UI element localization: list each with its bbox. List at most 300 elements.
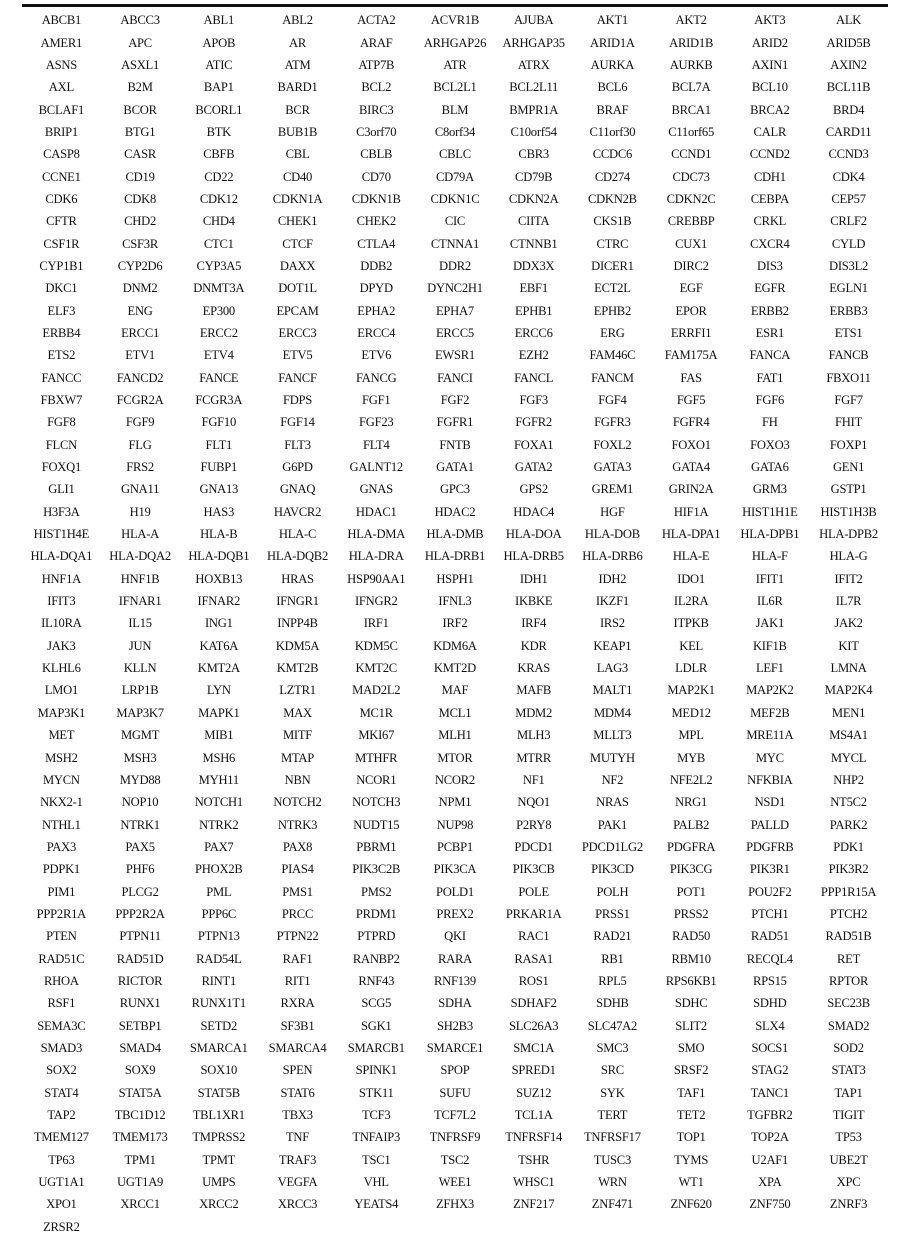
gene-table	[22, 4, 888, 1238]
gene-cell: GATA3	[593, 460, 632, 475]
gene-cell: HLA-F	[751, 549, 788, 564]
gene-cell: BCL2L11	[509, 80, 559, 95]
gene-cell: MAP2K2	[746, 683, 794, 698]
gene-cell: CCNE1	[42, 169, 81, 184]
gene-cell: SMC3	[596, 1040, 629, 1055]
gene-cell: PHOX2B	[195, 862, 243, 877]
gene-cell: SMC1A	[513, 1040, 555, 1055]
gene-cell: EPOR	[675, 303, 707, 318]
table-row	[22, 1059, 888, 1081]
gene-cell: PALLD	[750, 817, 789, 832]
gene-cell: RXRA	[280, 996, 315, 1011]
gene-cell: CDKN2A	[508, 191, 559, 206]
gene-cell: IKBKE	[515, 594, 553, 609]
gene-cell: CDC73	[672, 169, 710, 184]
gene-cell: GATA2	[514, 460, 553, 475]
gene-cell: CCND3	[828, 147, 869, 162]
gene-cell: EPHA7	[435, 303, 474, 318]
gene-cell: PRCC	[281, 906, 314, 921]
gene-cell: TRAF3	[278, 1152, 317, 1167]
gene-cell: H3F3A	[43, 504, 80, 519]
gene-cell: PPP1R15A	[820, 884, 877, 899]
table-row	[22, 679, 888, 701]
gene-cell: PDK1	[833, 839, 864, 854]
gene-cell: PBRM1	[356, 839, 397, 854]
gene-cell: ASXL1	[121, 57, 160, 72]
gene-cell: CCDC6	[592, 147, 633, 162]
gene-cell: POLD1	[435, 884, 474, 899]
gene-cell: ACVR1B	[430, 13, 480, 28]
gene-cell: RASA1	[514, 951, 553, 966]
table-row	[22, 635, 888, 657]
gene-cell: TMEM127	[33, 1130, 89, 1145]
gene-cell: NTHL1	[42, 817, 81, 832]
gene-cell: NF2	[601, 772, 624, 787]
gene-cell: NT5C2	[830, 795, 867, 810]
gene-cell: SPRED1	[511, 1063, 556, 1078]
gene-cell: MAF	[441, 683, 469, 698]
gene-cell: GNA13	[199, 482, 239, 497]
gene-cell: LMO1	[44, 683, 78, 698]
gene-cell: RAF1	[282, 951, 313, 966]
gene-cell: P2RY8	[516, 817, 552, 832]
table-row	[22, 501, 888, 523]
gene-cell: FDPS	[282, 393, 313, 408]
gene-cell: SPINK1	[355, 1063, 397, 1078]
gene-cell: MTHFR	[355, 750, 398, 765]
table-row	[22, 657, 888, 679]
gene-cell: GNAS	[359, 482, 393, 497]
gene-cell: SEC23B	[827, 996, 870, 1011]
gene-cell: LEF1	[755, 661, 784, 676]
gene-cell: SUFU	[439, 1085, 471, 1100]
gene-cell: PDCD1LG2	[581, 839, 643, 854]
gene-cell: GRM3	[752, 482, 787, 497]
gene-cell: FOXA1	[514, 437, 554, 452]
gene-cell: TAF1	[677, 1085, 706, 1100]
gene-cell: IL7R	[835, 594, 862, 609]
gene-cell: IFNL3	[438, 594, 472, 609]
gene-cell: CDK6	[45, 191, 78, 206]
gene-cell: CCND1	[671, 147, 712, 162]
gene-cell: PRDM1	[355, 906, 397, 921]
gene-cell: TBX3	[282, 1108, 313, 1123]
gene-cell: SEMA3C	[37, 1018, 86, 1033]
gene-cell: TGFBR2	[747, 1108, 793, 1123]
gene-cell: HLA-DQB1	[188, 549, 250, 564]
gene-cell: AKT3	[754, 13, 786, 28]
gene-cell: GATA1	[436, 460, 474, 475]
gene-cell: HAVCR2	[273, 504, 322, 519]
gene-cell: TAP1	[834, 1085, 863, 1100]
gene-cell: AKT2	[675, 13, 707, 28]
gene-cell: PRSS1	[595, 906, 630, 921]
gene-cell: AR	[289, 35, 307, 50]
gene-cell: TANC1	[750, 1085, 789, 1100]
gene-cell: NCOR1	[356, 772, 397, 787]
gene-cell: FLCN	[45, 437, 77, 452]
gene-cell: ETV1	[125, 348, 155, 363]
gene-cell: IFIT1	[755, 571, 784, 586]
table-row	[22, 858, 888, 880]
gene-cell: MAD2L2	[352, 683, 401, 698]
gene-cell: ERCC1	[121, 325, 160, 340]
gene-cell: WEE1	[438, 1175, 472, 1190]
gene-cell: PIK3R1	[749, 862, 790, 877]
gene-cell: NTRK2	[199, 817, 239, 832]
gene-cell: ERBB4	[42, 325, 81, 340]
gene-cell: CD79A	[435, 169, 474, 184]
gene-cell: HLA-DPB1	[740, 527, 800, 542]
gene-cell: KEAP1	[593, 638, 632, 653]
gene-cell: MC1R	[359, 705, 393, 720]
gene-cell: UGT1A9	[117, 1175, 164, 1190]
gene-cell: HLA-G	[829, 549, 868, 564]
gene-cell: WT1	[678, 1175, 704, 1190]
gene-cell: NF1	[522, 772, 545, 787]
table-row	[22, 478, 888, 500]
table-row	[22, 791, 888, 813]
table-row	[22, 1104, 888, 1126]
gene-cell: TPMT	[202, 1152, 236, 1167]
gene-cell: SDHC	[674, 996, 708, 1011]
gene-cell: TMPRSS2	[192, 1130, 246, 1145]
gene-cell: AMER1	[40, 35, 83, 50]
gene-cell: RAD51B	[825, 929, 872, 944]
gene-cell: BCR	[285, 102, 310, 117]
table-row	[22, 568, 888, 590]
gene-cell: EP300	[202, 303, 235, 318]
gene-cell: TIGIT	[832, 1108, 865, 1123]
gene-cell: PAX3	[46, 839, 77, 854]
table-row	[22, 970, 888, 992]
gene-cell: MLH1	[438, 728, 472, 743]
gene-cell: GALNT12	[349, 460, 403, 475]
gene-cell: SLX4	[755, 1018, 785, 1033]
gene-cell: DOT1L	[278, 281, 317, 296]
gene-cell: SPEN	[282, 1063, 313, 1078]
table-row	[22, 31, 888, 53]
gene-cell: IFNGR2	[354, 594, 398, 609]
gene-cell: PRSS2	[673, 906, 709, 921]
gene-cell: HDAC2	[434, 504, 476, 519]
table-row	[22, 188, 888, 210]
gene-cell: U2AF1	[751, 1152, 789, 1167]
gene-cell: ETV6	[361, 348, 392, 363]
table-row	[22, 277, 888, 299]
gene-cell: TERT	[597, 1108, 628, 1123]
gene-cell: TBL1XR1	[192, 1108, 245, 1123]
gene-cell: TCF3	[362, 1108, 391, 1123]
gene-cell: PTCH1	[751, 906, 789, 921]
gene-cell: MKI67	[358, 728, 395, 743]
gene-cell: TUSC3	[593, 1152, 632, 1167]
gene-cell: KIT	[838, 638, 859, 653]
gene-cell: BTK	[206, 124, 232, 139]
gene-cell: IDH2	[598, 571, 627, 586]
gene-cell: CBLC	[439, 147, 471, 162]
gene-cell: HLA-DPB2	[819, 527, 878, 542]
gene-cell: DIS3L2	[829, 258, 869, 273]
gene-cell: EWSR1	[434, 348, 475, 363]
gene-cell: SDHA	[438, 996, 472, 1011]
gene-cell: MS4A1	[829, 728, 868, 743]
gene-cell: FGF2	[440, 393, 470, 408]
table-row	[22, 165, 888, 187]
gene-cell: FOXO1	[671, 437, 711, 452]
gene-cell: HLA-DQA2	[109, 549, 171, 564]
gene-cell: BCORL1	[195, 102, 243, 117]
gene-cell: GATA4	[672, 460, 710, 475]
gene-cell: TBC1D12	[114, 1108, 166, 1123]
gene-cell: FGF10	[201, 415, 237, 430]
table-row	[22, 925, 888, 947]
gene-cell: HLA-DMA	[347, 527, 406, 542]
table-row	[22, 1171, 888, 1193]
gene-cell: SMARCA4	[268, 1040, 327, 1055]
gene-cell: CDH1	[753, 169, 786, 184]
gene-cell: FANCC	[41, 370, 82, 385]
gene-cell: PDCD1	[514, 839, 553, 854]
gene-cell: HLA-DMB	[426, 527, 484, 542]
gene-cell: STK11	[358, 1085, 394, 1100]
gene-cell: TNFAIP3	[352, 1130, 401, 1145]
gene-cell: HLA-DQB2	[267, 549, 328, 564]
gene-cell: APOB	[202, 35, 236, 50]
table-row	[22, 903, 888, 925]
gene-cell: DIS3	[757, 258, 783, 273]
gene-cell: HLA-DRA	[348, 549, 404, 564]
gene-cell: ABCB1	[41, 13, 82, 28]
gene-cell: KIF1B	[752, 638, 787, 653]
gene-cell: SMO	[677, 1040, 705, 1055]
gene-cell: IDH1	[519, 571, 548, 586]
gene-cell: MSH2	[45, 750, 78, 765]
gene-cell: CBL	[285, 147, 310, 162]
gene-cell: ATM	[284, 57, 311, 72]
gene-cell: BIRC3	[359, 102, 394, 117]
gene-cell: PIAS4	[281, 862, 314, 877]
gene-cell: GEN1	[832, 460, 865, 475]
gene-cell: RPS15	[752, 973, 787, 988]
gene-cell: FRS2	[126, 460, 154, 475]
gene-cell: FUBP1	[200, 460, 238, 475]
gene-cell: GSTP1	[830, 482, 867, 497]
gene-cell: EGFR	[754, 281, 786, 296]
gene-cell: KRAS	[517, 661, 550, 676]
gene-cell: FLT4	[362, 437, 390, 452]
gene-cell: CXCR4	[750, 236, 790, 251]
gene-cell: RECQL4	[746, 951, 793, 966]
gene-cell: ARID1B	[669, 35, 714, 50]
gene-cell: ENG	[127, 303, 153, 318]
table-row	[22, 255, 888, 277]
gene-cell: FGF23	[359, 415, 394, 430]
gene-cell: JUN	[128, 638, 152, 653]
gene-cell: C3orf70	[356, 124, 397, 139]
gene-cell: RAD51	[750, 929, 789, 944]
gene-cell: GREM1	[591, 482, 634, 497]
gene-cell: GNAQ	[279, 482, 316, 497]
gene-cell: SMARCA1	[189, 1040, 248, 1055]
table-row	[22, 1149, 888, 1171]
gene-cell: XPA	[758, 1175, 782, 1190]
gene-cell: CYP2D6	[117, 258, 163, 273]
gene-cell: CHD4	[202, 214, 235, 229]
table-row	[22, 299, 888, 321]
gene-cell: FGF14	[280, 415, 315, 430]
gene-cell: KLHL6	[42, 661, 81, 676]
gene-cell: NOTCH2	[273, 795, 322, 810]
gene-cell: BTG1	[124, 124, 156, 139]
gene-cell: GNA11	[120, 482, 160, 497]
gene-cell: GRIN2A	[668, 482, 714, 497]
gene-cell: MIB1	[204, 728, 234, 743]
gene-cell: TNFRSF14	[505, 1130, 563, 1145]
gene-cell: FH	[762, 415, 778, 430]
gene-cell: NBN	[284, 772, 311, 787]
gene-cell: RAD21	[593, 929, 632, 944]
gene-cell: MYD88	[119, 772, 161, 787]
gene-cell: IFNGR1	[276, 594, 319, 609]
gene-cell: HIST1H3B	[820, 504, 877, 519]
gene-cell: RINT1	[201, 973, 237, 988]
gene-cell: YEATS4	[354, 1197, 399, 1212]
gene-cell: MYH11	[198, 772, 239, 787]
gene-cell: PPP2R1A	[36, 906, 87, 921]
gene-cell: KDR	[520, 638, 547, 653]
gene-cell: ETV5	[282, 348, 313, 363]
gene-cell: BLM	[441, 102, 469, 117]
gene-cell: BARD1	[277, 80, 318, 95]
gene-cell: CIC	[444, 214, 466, 229]
gene-cell: WHSC1	[512, 1175, 555, 1190]
gene-cell: SMARCE1	[426, 1040, 484, 1055]
table-row	[22, 746, 888, 768]
gene-cell: ARID1A	[590, 35, 635, 50]
gene-cell: CALR	[753, 124, 787, 139]
gene-cell: SMAD3	[40, 1040, 83, 1055]
gene-cell: MAP2K1	[667, 683, 715, 698]
gene-cell: CTRC	[596, 236, 629, 251]
gene-cell: AXL	[48, 80, 74, 95]
gene-cell: ESR1	[755, 325, 785, 340]
gene-cell: IRF1	[363, 616, 389, 631]
gene-cell: FGFR2	[515, 415, 552, 430]
gene-cell: SDHB	[596, 996, 629, 1011]
gene-cell: FOXO3	[750, 437, 790, 452]
gene-cell: ERBB3	[829, 303, 868, 318]
gene-cell: EPHB1	[515, 303, 553, 318]
gene-cell: VHL	[363, 1175, 389, 1190]
gene-cell: NTRK1	[120, 817, 160, 832]
gene-cell: C11orf30	[589, 124, 636, 139]
gene-cell: ZRSR2	[43, 1219, 80, 1234]
gene-cell: ERCC5	[435, 325, 474, 340]
gene-cell: BCL2	[361, 80, 392, 95]
gene-cell: ATR	[443, 57, 467, 72]
gene-cell: ATRX	[517, 57, 550, 72]
gene-cell: SMAD4	[119, 1040, 161, 1055]
gene-cell: PIK3C2B	[352, 862, 401, 877]
gene-cell: BCL10	[751, 80, 788, 95]
gene-cell: SOD2	[833, 1040, 864, 1055]
gene-cell: DIRC2	[673, 258, 709, 273]
gene-cell: SETD2	[200, 1018, 238, 1033]
gene-cell: TET2	[676, 1108, 706, 1123]
gene-cell: SPOP	[440, 1063, 470, 1078]
gene-cell: BRD4	[832, 102, 865, 117]
gene-cell: DDR2	[439, 258, 471, 273]
gene-cell: KLLN	[123, 661, 157, 676]
gene-cell: AXIN1	[751, 57, 789, 72]
gene-cell: FBXW7	[40, 393, 83, 408]
table-row	[22, 344, 888, 366]
gene-cell: MTOR	[437, 750, 473, 765]
gene-cell: KDM5A	[275, 638, 320, 653]
gene-cell: HLA-DRB6	[582, 549, 643, 564]
gene-cell: DKC1	[45, 281, 78, 296]
gene-cell: FANCA	[749, 348, 791, 363]
gene-cell: KAT6A	[199, 638, 239, 653]
gene-cell: HSP90AA1	[347, 571, 406, 586]
gene-cell: HLA-DPA1	[661, 527, 721, 542]
table-row	[22, 612, 888, 634]
gene-cell: PIK3CA	[433, 862, 477, 877]
gene-cell: QKI	[444, 929, 466, 944]
gene-cell: NHP2	[833, 772, 864, 787]
gene-cell: NUDT15	[353, 817, 400, 832]
gene-cell: HIST1H1E	[742, 504, 798, 519]
gene-cell: HLA-C	[278, 527, 317, 542]
gene-cell: HLA-E	[672, 549, 710, 564]
gene-cell: DYNC2H1	[427, 281, 483, 296]
table-row	[22, 813, 888, 835]
gene-cell: AURKA	[590, 57, 635, 72]
gene-cell: SRC	[600, 1063, 624, 1078]
gene-cell: KDM5C	[354, 638, 398, 653]
gene-cell: NRG1	[675, 795, 708, 810]
gene-cell: FGF3	[519, 393, 548, 408]
gene-cell: FANCG	[355, 370, 397, 385]
gene-cell: FANCM	[591, 370, 634, 385]
gene-cell: PAX7	[204, 839, 234, 854]
gene-cell: IL10RA	[41, 616, 82, 631]
gene-cell: EGLN1	[829, 281, 868, 296]
gene-cell: TOP2A	[750, 1130, 789, 1145]
gene-cell: FANCB	[828, 348, 869, 363]
gene-cell: LZTR1	[279, 683, 316, 698]
gene-cell: PPP2R2A	[115, 906, 165, 921]
table-row	[22, 724, 888, 746]
gene-cell: CTC1	[203, 236, 234, 251]
gene-cell: FCGR2A	[116, 393, 164, 408]
gene-cell: BAP1	[203, 80, 234, 95]
gene-cell: CDKN2B	[587, 191, 637, 206]
gene-cell: MRE11A	[746, 728, 794, 743]
gene-cell: MAPK1	[198, 705, 240, 720]
gene-cell: RANBP2	[352, 951, 400, 966]
gene-cell: ING1	[204, 616, 233, 631]
gene-cell: MYC	[755, 750, 784, 765]
gene-cell: HDAC4	[513, 504, 555, 519]
gene-cell: NPM1	[438, 795, 472, 810]
gene-cell: PDGFRB	[746, 839, 794, 854]
gene-cell: IRF2	[442, 616, 468, 631]
gene-cell: DDB2	[360, 258, 393, 273]
gene-cell: ARID5B	[826, 35, 871, 50]
gene-cell: MEN1	[831, 705, 866, 720]
